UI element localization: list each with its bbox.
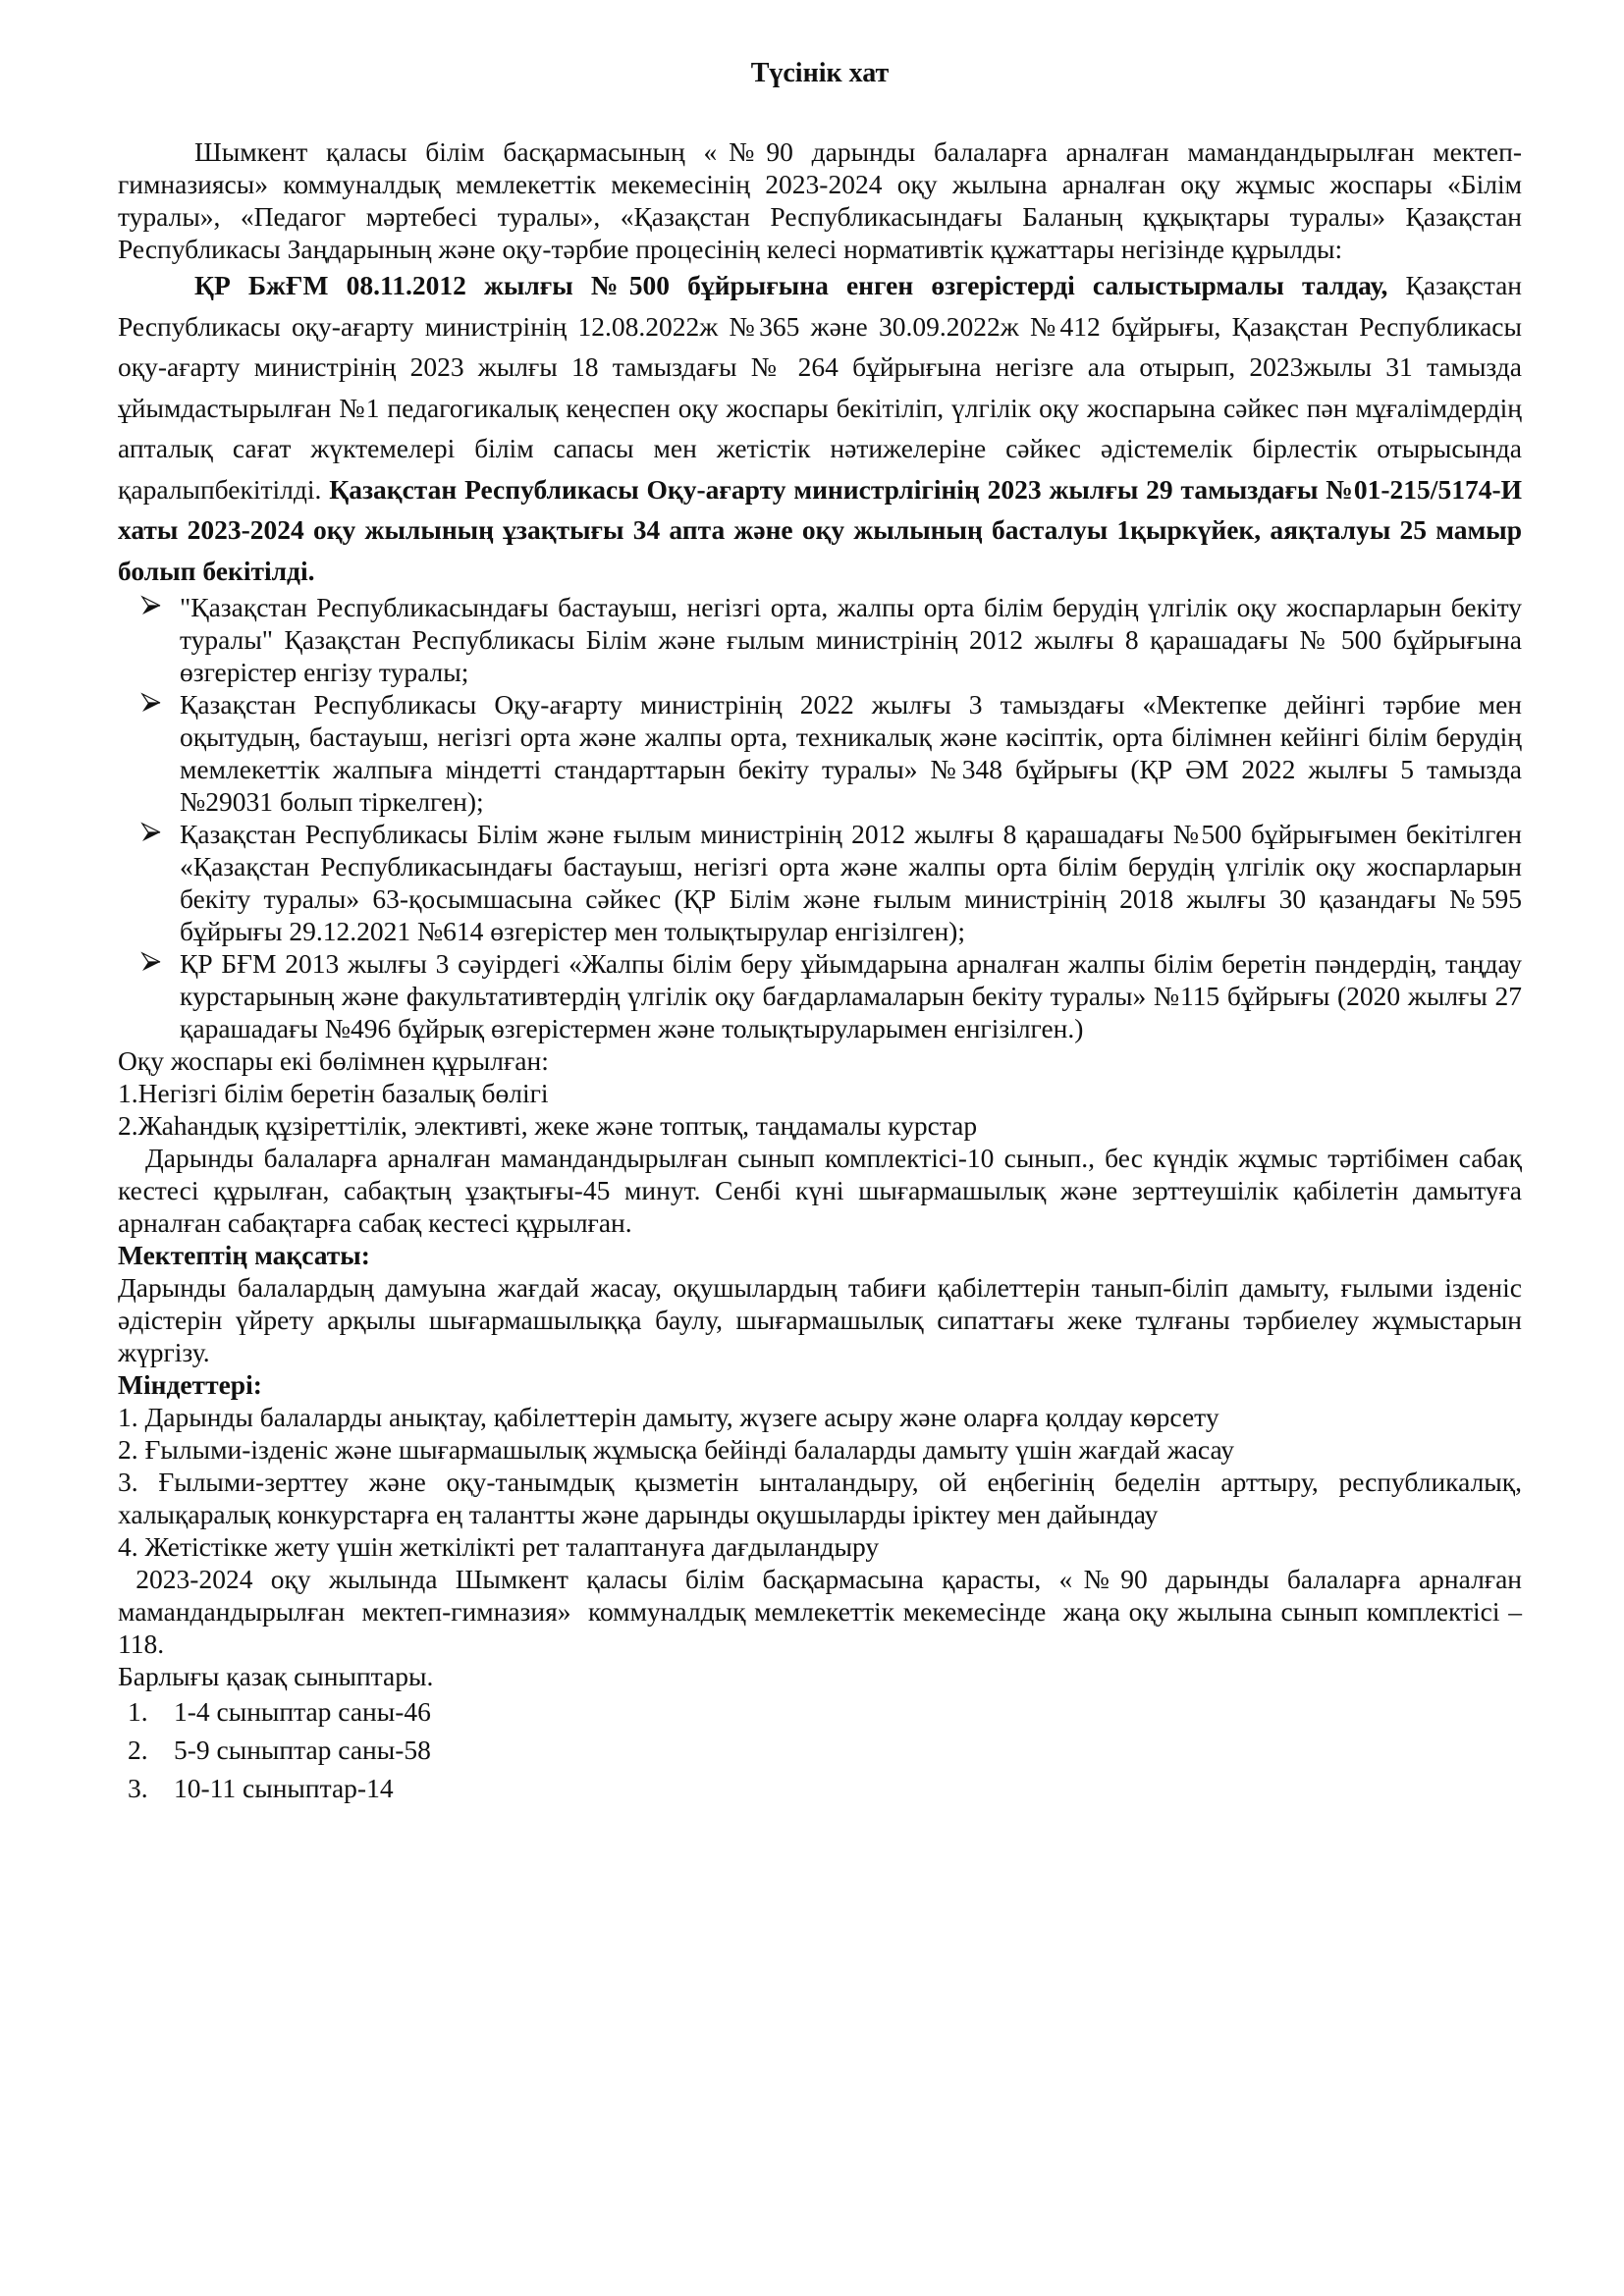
task-item: 3. Ғылыми-зерттеу және оқу-танымдық қызметін ынталандыру, ой еңбегінің беделін арттыру, республикалық, халықаралық конкурстарға ең талантты және дарынды оқушыларды іріктеу мен дайындау xyxy=(118,1467,1522,1529)
arrow-bullet-icon xyxy=(140,595,162,616)
schedule-paragraph: Дарынды балаларға арналған мамандандырылған сынып комплектісі-10 сынып., бес күндік жұмыс тәртібімен сабақ кестесі құрылған, сабақтың ұзақтығы-45 минут. Сенбі күні шығармашылық және зерттеушілік қабілетін дамытуға арналған сабақтарға сабақ кестесі құрылған. xyxy=(118,1143,1522,1238)
arrow-bullet-icon xyxy=(140,692,162,714)
document-page xyxy=(118,57,1536,1807)
task-item: 4. Жетістікке жету үшін жеткілікті рет талаптануға дағдыландыру xyxy=(118,1531,880,1562)
basis-paragraph xyxy=(118,265,1522,591)
tasks-heading: Міндеттері: xyxy=(118,1369,262,1400)
regulation-item: Қазақстан Республикасы Оқу-ағарту министрінің 2022 жылғы 3 тамыздағы «Мектепке дейінгі тәрбие мен оқытудың, бастауыш, негізгі орта және жалпы орта, техникалық және кәсіптік, орта білімнен кейінгі білім берудің мемлекеттік жалпыға міндетті стандарттарын бекіту туралы» №348 бұйрығы (ҚР ӘМ 2022 жылғы 5 тамызда №29031 болып тіркелген); xyxy=(180,688,1522,818)
class-count-item: 3. 10-11 сыныптар-14 xyxy=(128,1773,394,1803)
classes-summary-paragraph: 2023-2024 оқу жылында Шымкент қаласы білім басқармасына қарасты, «№90 дарынды балаларға арналған мамандандырылған мектеп-гимназия» коммуналдық мемлекеттік мекемесінде жаңа оқу жылына сынып комплектісі –118. xyxy=(118,1564,1536,1659)
plan-part-item: 2.Жаһандық құзіреттілік, элективті, жеке және топтық, таңдамалы курстар xyxy=(118,1110,978,1141)
basis-normal-text: Қазақстан Республикасы оқу-ағарту министрінің 12.08.2022ж №365 және 30.09.2022ж №412 бұйрығы, Қазақстан Республикасы оқу-ағарту министрінің 2023 жылғы 18 тамыздағы № 264 бұйрығына негізге ала отырып, 2023жылы 31 тамызда ұйымдастырылған №1 педагогикалық кеңеспен оқу жоспары бекітіліп, үлгілік оқу жоспарына сәйкес пән мұғалімдердің апталық сағат жүктемелері білім сапасы мен жетістік нәтижелеріне сәйкес әдістемелік бірлестік отырысында қаралыпбекітілді. xyxy=(118,270,1523,505)
goal-heading: Мектептің мақсаты: xyxy=(118,1240,370,1270)
basis-bold-end: Қазақстан Республикасы Оқу-ағарту министрлігінің 2023 жылғы 29 тамыздағы №01-215/5174-И хаты 2023-2024 оқу жылының ұзақтығы 34 апта және оқу жылының басталуы 1қыркүйек, аяқталуы 25 мамыр болып бекітілді. xyxy=(118,473,1522,586)
goal-paragraph: Дарынды балалардың дамуына жағдай жасау, оқушылардың табиғи қабілеттерін танып-біліп дамыту, ғылыми ізденіс әдістерін үйрету арқылы шығармашылыққа баулу, шығармашылық сипаттағы жеке тұлғаны тәрбиелеу жұмыстарын жүргізу. xyxy=(118,1272,1522,1367)
task-item: 2. Ғылыми-ізденіс және шығармашылық жұмысқа бейінді балаларды дамыту үшін жағдай жасау xyxy=(118,1434,1235,1465)
regulation-item: Қазақстан Республикасы Білім және ғылым министрінің 2012 жылғы 8 қарашадағы №500 бұйрығымен бекітілген «Қазақстан Республикасындағы бастауыш, негізгі орта және жалпы орта білім берудің үлгілік оқу жоспарларын бекіту туралы» 63-қосымшасына сәйкес (ҚР Білім және ғылым министрінің 2018 жылғы 30 қазандағы №595 бұйрығы 29.12.2021 №614 өзгерістер мен толықтырулар енгізілген); xyxy=(180,818,1522,947)
intro-paragraph: Шымкент қаласы білім басқармасының «№90 дарынды балаларға арналған мамандандырылған мектеп-гимназиясы» коммуналдық мемлекеттік мекемесінің 2023-2024 оқу жылына арналған оқу жұмыс жоспары «Білім туралы», «Педагог мәртебесі туралы», «Қазақстан Республикасындағы Баланың құқықтары туралы» Қазақстан Республикасы Заңдарының және оқу-тәрбие процесінің келесі нормативтік құжаттары негізінде құрылды: xyxy=(118,136,1522,264)
arrow-bullet-icon xyxy=(140,822,162,843)
plan-part-item: 1.Негізгі білім беретін базалық бөлігі xyxy=(118,1078,549,1108)
plan-parts-intro: Оқу жоспары екі бөлімнен құрылған: xyxy=(118,1045,549,1076)
regulations-list xyxy=(118,591,1522,1044)
regulation-item: "Қазақстан Республикасындағы бастауыш, негізгі орта, жалпы орта білім берудің үлгілік оқу жоспарларын бекіту туралы" Қазақстан Республикасы Білім және ғылым министрінің 2012 жылғы 8 қарашадағы № 500 бұйрығына өзгерістер енгізу туралы; xyxy=(180,591,1522,688)
regulation-item: ҚР БҒМ 2013 жылғы 3 сәуірдегі «Жалпы білім беру ұйымдарына арналған жалпы білім беретін пәндердің, таңдау курстарының және факультативтердің үлгілік оқу бағдарламаларын бекіту туралы» №115 бұйрығы (2020 жылғы 27 қарашадағы №496 бұйрық өзгерістермен және толықтыруларымен енгізілген.) xyxy=(180,947,1522,1044)
document-title: Түсінік хат xyxy=(750,58,890,88)
class-count-item: 1. 1-4 сыныптар саны-46 xyxy=(128,1696,431,1727)
arrow-bullet-icon xyxy=(140,951,162,973)
basis-bold-start: ҚР БжҒМ 08.11.2012 жылғы №500 бұйрығына енген өзгерістерді салыстырмалы талдау, xyxy=(194,270,1388,300)
class-count-item: 2. 5-9 сыныптар саны-58 xyxy=(128,1735,431,1765)
all-kazakh-note: Барлығы қазақ сыныптары. xyxy=(118,1661,434,1691)
task-item: 1. Дарынды балаларды анықтау, қабілеттерін дамыту, жүзеге асыру және оларға қолдау көрсету xyxy=(118,1402,1219,1432)
class-counts-list xyxy=(118,1692,1522,1807)
